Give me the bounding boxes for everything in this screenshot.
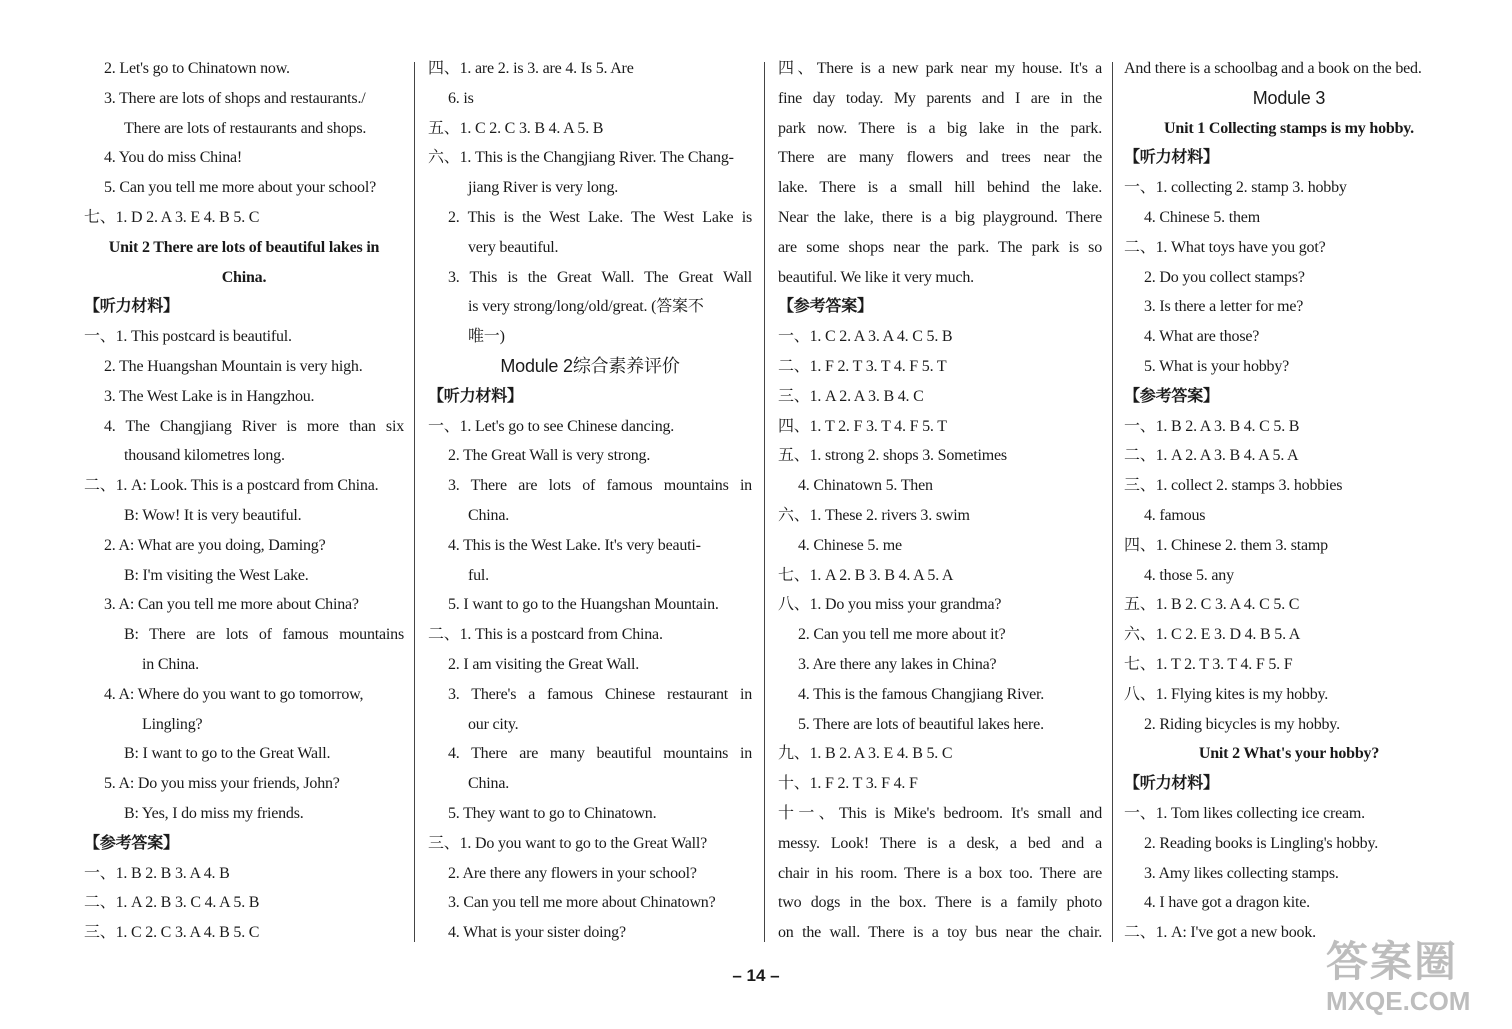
text-line: 三、1. C 2. C 3. A 4. B 5. C bbox=[84, 924, 260, 942]
text-line: 3. Can you tell me more about Chinatown? bbox=[448, 894, 716, 912]
text-line: is very strong/long/old/great. (答案不 bbox=[468, 298, 704, 316]
text-line: Unit 2 What's your hobby? bbox=[1198, 745, 1380, 763]
text-line: 3. This is the Great Wall. The Great Wall bbox=[448, 268, 752, 286]
text-line: 七、1. T 2. T 3. T 4. F 5. F bbox=[1124, 655, 1293, 673]
text-line: 4. Chinese 5. me bbox=[798, 536, 902, 554]
text-line: 【听力材料】 bbox=[1124, 149, 1219, 167]
text-line: 5. Can you tell me more about your school? bbox=[104, 179, 376, 197]
text-line: 八、1. Do you miss your grandma? bbox=[778, 596, 1002, 614]
text-line: 一、1. Tom likes collecting ice cream. bbox=[1124, 804, 1365, 822]
text-line: thousand kilometres long. bbox=[124, 447, 285, 465]
text-line: 四、1. T 2. F 3. T 4. F 5. T bbox=[778, 417, 947, 435]
text-column-2 bbox=[428, 54, 752, 948]
text-line: in China. bbox=[142, 655, 199, 673]
text-line: 六、1. C 2. E 3. D 4. B 5. A bbox=[1124, 626, 1301, 644]
text-line: 【参考答案】 bbox=[1124, 387, 1219, 405]
text-column-4 bbox=[1124, 54, 1454, 948]
text-line: 二、1. A 2. B 3. C 4. A 5. B bbox=[84, 894, 260, 912]
text-line: Lingling? bbox=[142, 715, 203, 733]
text-line: beautiful. We like it very much. bbox=[778, 268, 974, 286]
text-line: 二、1. A: I've got a new book. bbox=[1124, 924, 1316, 942]
watermark-logo bbox=[1326, 938, 1506, 1026]
text-line: 三、1. A 2. A 3. B 4. C bbox=[778, 387, 924, 405]
text-line: 【参考答案】 bbox=[778, 298, 873, 316]
text-line: 十一、This is Mike's bedroom. It's small and bbox=[778, 804, 1102, 822]
text-line: 二、1. A: Look. This is a postcard from China. bbox=[84, 477, 379, 495]
text-line: 2. Reading books is Lingling's hobby. bbox=[1144, 834, 1378, 852]
text-line: Unit 2 There are lots of beautiful lakes in bbox=[108, 238, 380, 256]
text-line: China. bbox=[221, 268, 267, 286]
text-line: 6. is bbox=[448, 89, 474, 107]
text-line: Unit 1 Collecting stamps is my hobby. bbox=[1164, 119, 1414, 137]
text-line: 二、1. What toys have you got? bbox=[1124, 238, 1326, 256]
text-line: Module 2综合素养评价 bbox=[500, 355, 680, 376]
text-line: 2. Let's go to Chinatown now. bbox=[104, 60, 290, 77]
text-line: 4. What is your sister doing? bbox=[448, 924, 626, 942]
text-line: 4. A: Where do you want to go tomorrow, bbox=[104, 685, 364, 703]
text-line: B: There are lots of famous mountains bbox=[124, 626, 404, 644]
text-line: 【听力材料】 bbox=[428, 387, 523, 405]
text-line: 三、1. Do you want to go to the Great Wall? bbox=[428, 834, 708, 852]
text-line: 4. Chinese 5. them bbox=[1144, 208, 1260, 226]
text-line: 四、1. Chinese 2. them 3. stamp bbox=[1124, 536, 1328, 554]
text-line: 二、1. F 2. T 3. T 4. F 5. T bbox=[778, 357, 947, 375]
text-line: 一、1. B 2. A 3. B 4. C 5. B bbox=[1124, 417, 1300, 435]
text-line: on the wall. There is a toy bus near the chair. bbox=[778, 924, 1102, 942]
text-line: 5. I want to go to the Huangshan Mountain. bbox=[448, 596, 719, 614]
text-line: 一、1. collecting 2. stamp 3. hobby bbox=[1124, 179, 1347, 197]
text-line: 九、1. B 2. A 3. E 4. B 5. C bbox=[778, 745, 953, 763]
text-line: 4. What are those? bbox=[1144, 328, 1260, 346]
text-line: our city. bbox=[468, 715, 519, 733]
text-line: 唯一) bbox=[468, 328, 505, 346]
text-line: 【听力材料】 bbox=[1124, 775, 1219, 793]
text-line: 5. A: Do you miss your friends, John? bbox=[104, 775, 340, 793]
text-line: 2. A: What are you doing, Daming? bbox=[104, 536, 326, 554]
text-line: 五、1. B 2. C 3. A 4. C 5. C bbox=[1124, 596, 1300, 614]
text-line: two dogs in the box. There is a family photo bbox=[778, 894, 1102, 912]
text-line: fine day today. My parents and I are in the bbox=[778, 89, 1102, 107]
text-line: 五、1. C 2. C 3. B 4. A 5. B bbox=[428, 119, 604, 137]
text-line: 六、1. This is the Changjiang River. The Chang- bbox=[428, 149, 734, 167]
text-line: 2. I am visiting the Great Wall. bbox=[448, 655, 640, 673]
text-line: 3. Is there a letter for me? bbox=[1144, 298, 1304, 316]
text-line: 【参考答案】 bbox=[84, 834, 179, 852]
text-line: China. bbox=[468, 506, 510, 524]
text-line: There are lots of restaurants and shops. bbox=[124, 119, 367, 137]
text-line: 2. Are there any flowers in your school? bbox=[448, 864, 697, 882]
text-line: chair in his room. There is a box too. There are bbox=[778, 864, 1102, 882]
text-line: 4. This is the famous Changjiang River. bbox=[798, 685, 1045, 703]
text-line: B: Wow! It is very beautiful. bbox=[124, 506, 302, 524]
text-line: 3. There are lots of famous mountains in bbox=[448, 477, 752, 495]
text-line: And there is a schoolbag and a book on the bed. bbox=[1124, 60, 1422, 77]
text-line: jiang River is very long. bbox=[468, 179, 619, 197]
text-line: 一、1. Let's go to see Chinese dancing. bbox=[428, 417, 675, 435]
text-line: 七、1. A 2. B 3. B 4. A 5. A bbox=[778, 566, 954, 584]
text-line: park now. There is a big lake in the park. bbox=[778, 119, 1102, 137]
text-line: 2. Can you tell me more about it? bbox=[798, 626, 1006, 644]
text-line: 七、1. D 2. A 3. E 4. B 5. C bbox=[84, 208, 260, 226]
text-line: 5. They want to go to Chinatown. bbox=[448, 804, 657, 822]
text-line: 5. What is your hobby? bbox=[1144, 357, 1290, 375]
text-line: 5. There are lots of beautiful lakes here. bbox=[798, 715, 1044, 733]
text-line: 五、1. strong 2. shops 3. Sometimes bbox=[778, 447, 1007, 465]
text-line: messy. Look! There is a desk, a bed and a bbox=[778, 834, 1102, 852]
text-line: 4. those 5. any bbox=[1144, 566, 1234, 584]
text-line: 二、1. This is a postcard from China. bbox=[428, 626, 663, 644]
text-line: 2. The Huangshan Mountain is very high. bbox=[104, 357, 363, 375]
text-line: 4. I have got a dragon kite. bbox=[1144, 894, 1310, 912]
column-divider bbox=[1112, 62, 1113, 942]
text-line: 3. Amy likes collecting stamps. bbox=[1144, 864, 1339, 882]
text-line: 2. Do you collect stamps? bbox=[1144, 268, 1305, 286]
text-line: 六、1. These 2. rivers 3. swim bbox=[778, 506, 970, 524]
watermark-glyphs: 答案圈 bbox=[1326, 938, 1459, 985]
text-line: very beautiful. bbox=[468, 238, 559, 256]
text-line: 二、1. A 2. A 3. B 4. A 5. A bbox=[1124, 447, 1299, 465]
text-line: 3. The West Lake is in Hangzhou. bbox=[104, 387, 315, 405]
column-divider bbox=[414, 62, 415, 942]
text-line: 四、There is a new park near my house. It's a bbox=[778, 60, 1102, 77]
text-line: 一、1. C 2. A 3. A 4. C 5. B bbox=[778, 328, 953, 346]
page-number: – 14 – bbox=[732, 966, 780, 985]
text-line: B: I want to go to the Great Wall. bbox=[124, 745, 331, 763]
text-line: 2. Riding bicycles is my hobby. bbox=[1144, 715, 1340, 733]
text-column-3 bbox=[778, 54, 1102, 948]
text-line: 4. famous bbox=[1144, 506, 1206, 524]
text-line: B: I'm visiting the West Lake. bbox=[124, 566, 309, 584]
text-line: lake. There is a small hill behind the lake. bbox=[778, 179, 1102, 197]
text-line: 4. You do miss China! bbox=[104, 149, 243, 167]
text-line: Module 3 bbox=[1252, 87, 1326, 108]
text-line: 八、1. Flying kites is my hobby. bbox=[1124, 685, 1329, 703]
text-line: 一、1. B 2. B 3. A 4. B bbox=[84, 864, 230, 882]
text-line: China. bbox=[468, 775, 510, 793]
text-line: 4. The Changjiang River is more than six bbox=[104, 417, 404, 435]
text-line: 3. There are lots of shops and restaurants./ bbox=[104, 89, 366, 107]
watermark-url: MXQE.COM bbox=[1326, 986, 1471, 1016]
text-line: are some shops near the park. The park is so bbox=[778, 238, 1102, 256]
text-line: 2. This is the West Lake. The West Lake is bbox=[448, 208, 752, 226]
text-line: 4. Chinatown 5. Then bbox=[798, 477, 933, 495]
text-column-1 bbox=[84, 54, 404, 948]
text-line: 4. This is the West Lake. It's very beauti- bbox=[448, 536, 701, 554]
column-divider bbox=[764, 62, 765, 942]
text-line: Near the lake, there is a big playground. There bbox=[778, 208, 1102, 226]
text-line: 4. There are many beautiful mountains in bbox=[448, 745, 752, 763]
text-line: ful. bbox=[468, 566, 489, 584]
text-line: There are many flowers and trees near the bbox=[778, 149, 1102, 167]
text-line: 3. A: Can you tell me more about China? bbox=[104, 596, 359, 614]
text-line: 十、1. F 2. T 3. F 4. F bbox=[778, 775, 918, 793]
text-line: 四、1. are 2. is 3. are 4. Is 5. Are bbox=[428, 60, 634, 77]
text-line: 3. Are there any lakes in China? bbox=[798, 655, 997, 673]
text-line: B: Yes, I do miss my friends. bbox=[124, 804, 304, 822]
text-line: 2. The Great Wall is very strong. bbox=[448, 447, 651, 465]
text-line: 一、1. This postcard is beautiful. bbox=[84, 328, 292, 346]
text-line: 3. There's a famous Chinese restaurant in bbox=[448, 685, 752, 703]
text-line: 三、1. collect 2. stamps 3. hobbies bbox=[1124, 477, 1343, 495]
text-line: 【听力材料】 bbox=[84, 298, 179, 316]
